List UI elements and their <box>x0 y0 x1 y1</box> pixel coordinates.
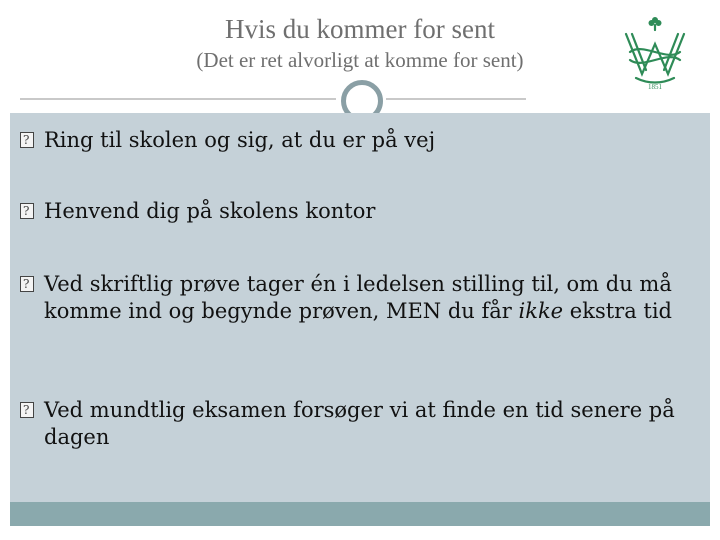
bullet-text: Henvend dig på skolens kontor <box>44 199 376 223</box>
footer-bar <box>10 502 710 526</box>
bullet-text <box>20 271 680 325</box>
bullet-text-part: ekstra tid <box>563 299 672 323</box>
bullet-box-icon <box>20 402 34 418</box>
bullet-item <box>20 397 680 451</box>
bullet-text: Ring til skolen og sig, at du er på vej <box>44 128 436 152</box>
school-crest-icon <box>618 14 692 92</box>
slide-subtitle: (Det er ret alvorligt at komme for sent) <box>196 48 524 72</box>
bullet-box-icon <box>20 276 34 292</box>
divider-line-left <box>20 98 336 100</box>
divider-line-right <box>386 98 526 100</box>
bullet-box-icon <box>20 203 34 219</box>
bullet-box-icon <box>20 132 34 148</box>
bullet-item <box>20 271 680 325</box>
slide-title: Hvis du kommer for sent <box>225 14 495 44</box>
bullet-item <box>20 127 680 154</box>
crest-year: 1851 <box>648 83 662 91</box>
bullet-text: Ved mundtlig eksamen forsøger vi at finde en tid senere på dagen <box>44 398 675 449</box>
bullet-text-part: Ved skriftlig prøve tager én i ledelsen stilling til, om du må komme ind og begynde prøven, MEN du får <box>44 272 672 323</box>
bullet-item <box>20 198 680 225</box>
bullet-text-emphasis: ikke <box>518 299 564 323</box>
